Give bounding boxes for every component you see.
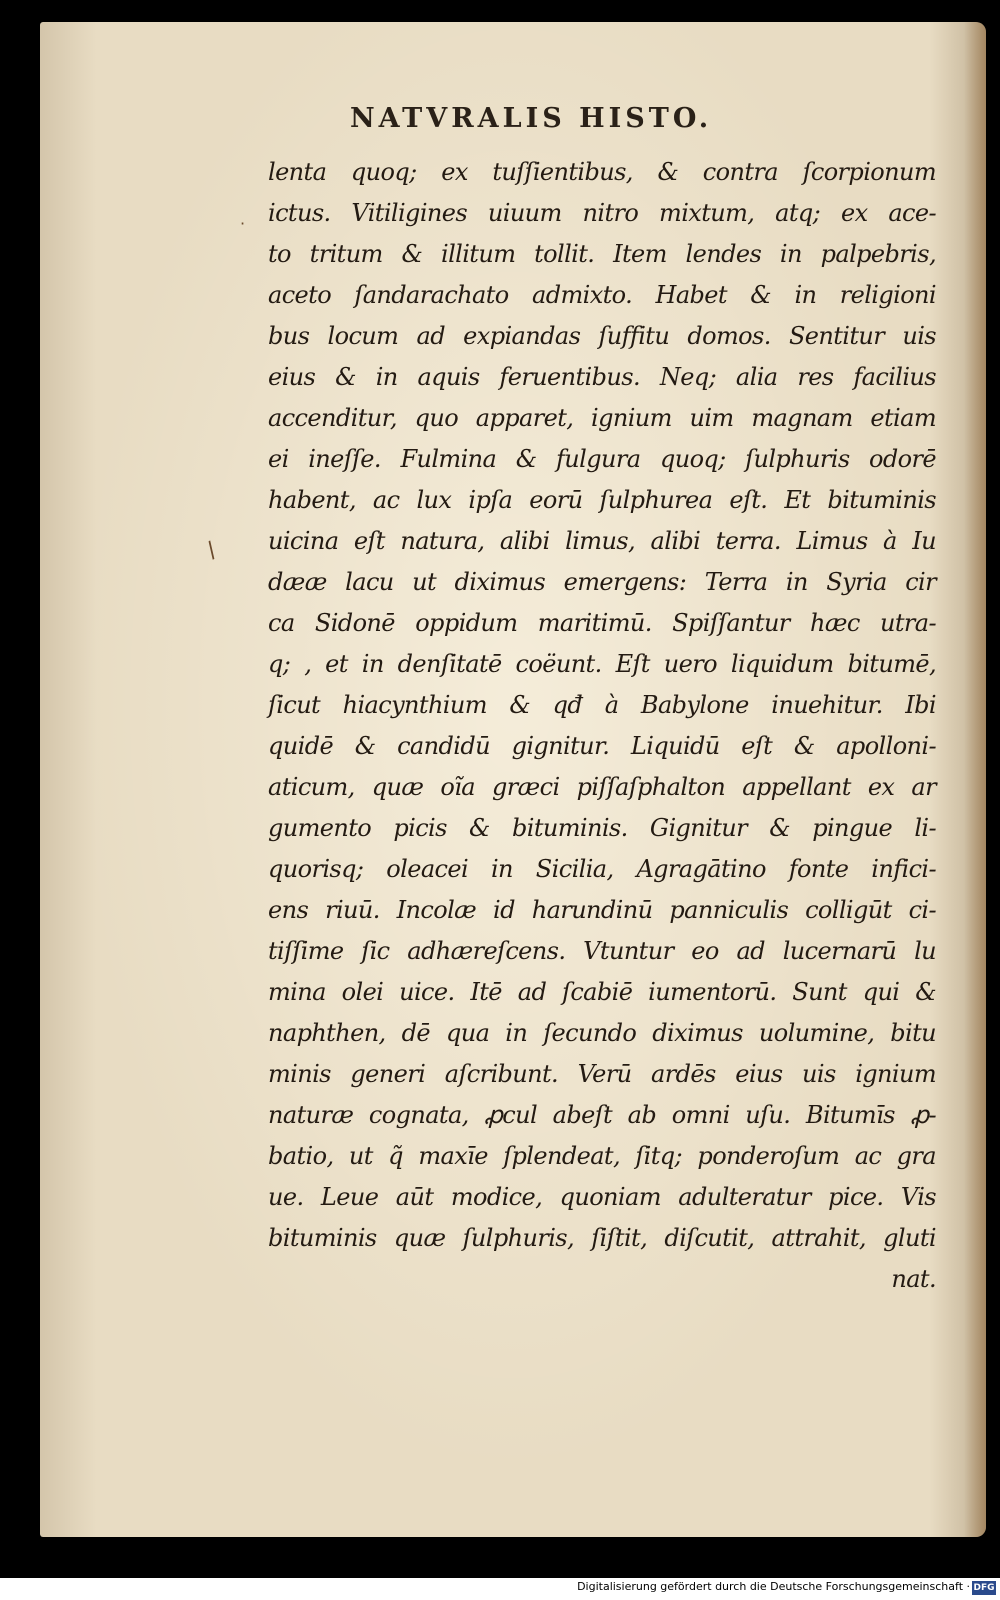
text-line: bituminis quæ ſulphuris, ſiſtit, diſcutit, attrahit, gluti (268, 1224, 936, 1252)
margin-dot-mark: · (240, 214, 246, 233)
text-line: aticum, quæ oĩa græci piſſaſphalton appellant ex ar (268, 773, 936, 801)
text-line: minis generi aſcribunt. Verū ardēs eius uis ignium (268, 1060, 936, 1088)
text-line: batio, ut q̃ maxīe ſplendeat, ſitq; ponderoſum ac gra (268, 1142, 936, 1170)
footer-bar (0, 1578, 1000, 1600)
text-line: naturæ cognata, ꝓcul abeſt ab omni uſu. Bitumīs ꝓ- (268, 1101, 936, 1129)
text-line: quorisq; oleacei in Sicilia, Agragātino fonte infici- (268, 855, 936, 883)
text-line: habent, ac lux ipſa eorū ſulphurea eſt. Et bituminis (268, 486, 936, 514)
text-line: tiſſime ſic adhæreſcens. Vtuntur eo ad lucernarū lu (268, 937, 936, 965)
text-line: ei ineſſe. Fulmina & fulgura quoq; ſulphuris odorē (268, 445, 936, 473)
text-line: gumento picis & bituminis. Gignitur & pingue li- (268, 814, 936, 842)
body-text (268, 152, 936, 1300)
text-line: quidē & candidū gignitur. Liquidū eſt & apolloni- (268, 732, 936, 760)
text-line: uicina eſt natura, alibi limus, alibi terra. Limus à Iu (268, 527, 936, 555)
text-line: dææ lacu ut diximus emergens: Terra in Syria cir (268, 568, 936, 596)
text-line: lenta quoq; ex tuſſientibus, & contra ſcorpionum (268, 158, 936, 186)
text-line: aceto ſandarachato admixto. Habet & in religioni (268, 281, 936, 309)
text-line: ictus. Vitiligines uiuum nitro mixtum, atq; ex ace- (268, 199, 936, 227)
text-line: eius & in aquis feruentibus. Neq; alia res facilius (268, 363, 936, 391)
text-line: ca Sidonē oppidum maritimū. Spiſſantur hæc utra- (268, 609, 936, 637)
text-line: ens riuū. Incolæ id harundinū panniculis colligūt ci- (268, 896, 936, 924)
text-line: ue. Leue aūt modice, quoniam adulteratur pice. Vis (268, 1183, 936, 1211)
text-line-catchword: nat. (891, 1265, 936, 1293)
page-edge-shadow (964, 22, 986, 1537)
text-line: naphthen, dē qua in ſecundo diximus uolumine, bitu (268, 1019, 936, 1047)
text-line: bus locum ad expiandas ſuffitu domos. Sentitur uis (268, 322, 936, 350)
margin-tick-mark: / (202, 537, 222, 564)
funding-credit: Digitalisierung gefördert durch die Deutsche Forschungsgemeinschaft · (577, 1580, 970, 1593)
text-line: to tritum & illitum tollit. Item lendes in palpebris, (268, 240, 936, 268)
text-line: ſicut hiacynthium & qđ à Babylone inuehitur. Ibi (268, 691, 936, 719)
text-line: accenditur, quo apparet, ignium uim magnam etiam (268, 404, 936, 432)
text-line: mina olei uice. Itē ad ſcabiē iumentorū. Sunt qui & (268, 978, 936, 1006)
dfg-logo-icon: DFG (973, 1583, 995, 1593)
text-line: q; , et in denſitatē coëunt. Eſt uero liquidum bitumē, (268, 650, 936, 678)
running-head: NATVRALIS HISTO. (350, 103, 713, 134)
